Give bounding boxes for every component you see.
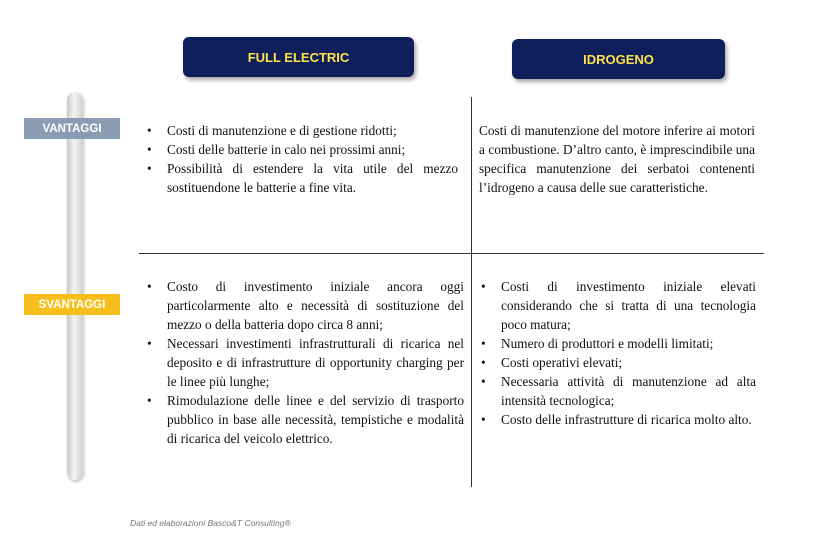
vantaggi-full-electric-cell — [145, 121, 458, 197]
grid-vertical-divider — [471, 97, 472, 487]
list-item: • Costo di investimento iniziale ancora oggi particolarmente alto e necessità di sostituzione del mezzo o della batteria dopo circa 8 anni; — [145, 277, 464, 334]
list-item: • Necessari investimenti infrastrutturali di ricarica nel deposito e di infrastrutture di opportunity charging per le linee più lunghe; — [145, 334, 464, 391]
vantaggi-idrogeno-text: Costi di manutenzione del motore inferire ai motori a combustione. D’altro canto, è imprescindibile una specifica manutenzione dei serbatoi contenenti l’idrogeno a causa delle sue caratteristiche. — [479, 123, 755, 195]
header-full-electric — [183, 37, 414, 77]
list-item: • Costi operativi elevati; — [479, 353, 756, 372]
vantaggi-tag — [24, 118, 120, 139]
list-item: • Numero di produttori e modelli limitati; — [479, 334, 756, 353]
list-item: • Costo delle infrastrutture di ricarica molto alto. — [479, 410, 756, 429]
list-item: • Rimodulazione delle linee e del servizio di trasporto pubblico in base alle necessità, tempistiche e modalità di ricarica del veicolo elettrico. — [145, 391, 464, 448]
side-decorative-bar — [67, 92, 83, 480]
vantaggi-label: VANTAGGI — [42, 122, 102, 135]
svantaggi-full-electric-cell — [145, 277, 464, 448]
vantaggi-idrogeno-cell — [479, 121, 755, 197]
list-item: • Costi di investimento iniziale elevati considerando che si tratta di una tecnologia poco matura; — [479, 277, 756, 334]
header-full-electric-label: FULL ELECTRIC — [247, 49, 350, 65]
list-item: • Costi delle batterie in calo nei prossimi anni; — [145, 140, 458, 159]
grid-horizontal-divider — [139, 253, 764, 254]
svantaggi-tag — [24, 294, 120, 315]
header-idrogeno — [512, 39, 725, 79]
source-footnote: Dati ed elaborazioni Basco&T Consulting® — [130, 518, 291, 528]
header-idrogeno-label: IDROGENO — [583, 51, 654, 67]
list-item: • Costi di manutenzione e di gestione ridotti; — [145, 121, 458, 140]
list-item: • Necessaria attività di manutenzione ad alta intensità tecnologica; — [479, 372, 756, 410]
svantaggi-label: SVANTAGGI — [38, 298, 106, 311]
svantaggi-idrogeno-cell — [479, 277, 756, 429]
list-item: • Possibilità di estendere la vita utile del mezzo sostituendone le batterie a fine vita. — [145, 159, 458, 197]
